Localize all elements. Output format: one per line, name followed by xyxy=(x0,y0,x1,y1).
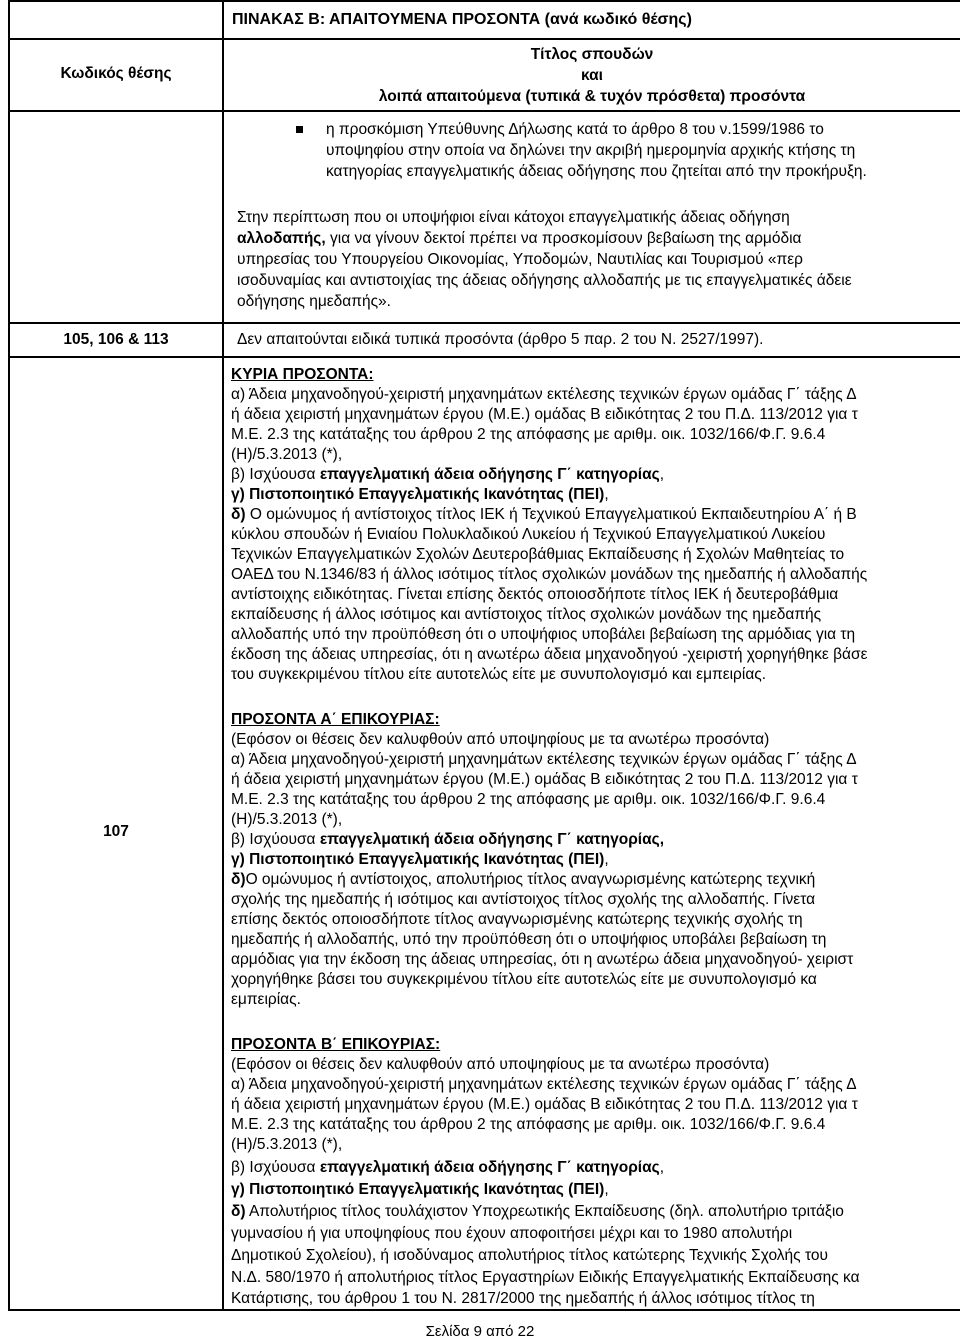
b-epik-g-prefix: γ) xyxy=(231,1181,250,1198)
bullet-line-2: υποψηφίου στην οποία να δηλώνει την ακριβή ημερομηνία αρχικής κτήσης τη xyxy=(326,142,856,159)
main-line-d7: έκδοση της άδειας υπηρεσίας, ότι η ανωτέρω άδεια μηχανοδηγού -χειριστή χορηγήθηκε βάσε xyxy=(231,646,868,663)
main-line-a4: (Η)/5.3.2013 (*), xyxy=(231,446,343,463)
para-line-1: Στην περίπτωση που οι υποψήφιοι είναι κάτοχοι επαγγελματικής άδειας οδήγηση xyxy=(237,209,790,226)
b-epik-line-d1: γυμνασίου ή για υποψηφίους που έχουν αποφοιτήσει μέχρι και το 1980 απολυτήρι xyxy=(231,1225,793,1242)
main-line-d1: κύκλου σπουδών ή Ενιαίου Πολυκλαδικού Λυκείου ή Τεχνικού Επαγγελματικού Λυκείου xyxy=(231,526,826,543)
a-epik-line-d4: αρμόδιας για την έκδοση της άδειας υπηρεσίας, ότι η ανωτέρω άδεια μηχανοδηγού- χειριστ xyxy=(231,951,854,968)
a-epik-g-prefix: γ) xyxy=(231,851,250,868)
a-epik-line-1: α) Άδεια μηχανοδηγού-χειριστή μηχανημάτων εκτέλεσης τεχνικών έργων ομάδας Γ΄ τάξης Δ xyxy=(231,751,857,768)
b-epik-b-suffix: , xyxy=(659,1159,665,1176)
para-line-3: υπηρεσίας του Υπουργείου Οικονομίας, Υποδομών, Ναυτιλίας και Τουρισμού «περ xyxy=(237,251,803,268)
a-epik-g-suffix: , xyxy=(604,851,609,868)
a-epik-line-b xyxy=(231,830,664,850)
main-line-a2: ή άδεια χειριστή μηχανημάτων έργου (Μ.Ε.) ομάδας Β ειδικότητας 2 του Π.Δ. 113/2012 για τ xyxy=(231,406,858,423)
b-epik-line-d xyxy=(231,1202,844,1222)
a-epik-heading: ΠΡΟΣΟΝΤΑ Α΄ ΕΠΙΚΟΥΡΙΑΣ: xyxy=(231,711,440,728)
main-heading: ΚΥΡΙΑ ΠΡΟΣΟΝΤΑ: xyxy=(231,366,374,383)
b-epik-line-2: ή άδεια χειριστή μηχανημάτων έργου (Μ.Ε.) ομάδας Β ειδικότητας 2 του Π.Δ. 113/2012 για τ xyxy=(231,1096,858,1113)
table-title: ΠΙΝΑΚΑΣ Β: ΑΠΑΙΤΟΥΜΕΝΑ ΠΡΟΣΟΝΤΑ (ανά κωδικό θέσης) xyxy=(232,11,692,28)
main-line-d6: αλλοδαπής υπό την προϋπόθεση ότι ο υποψήφιος υποβάλει βεβαίωση της αρμόδιας για τη xyxy=(231,626,856,643)
col-header-code: Κωδικός θέσης xyxy=(60,65,172,82)
a-epik-line-0: (Εφόσον οι θέσεις δεν καλυφθούν από υποψηφίους με τα ανωτέρω προσόντα) xyxy=(231,731,770,748)
a-epik-line-g xyxy=(231,850,609,870)
main-line-d5: εκπαίδευσης ή άλλος ισότιμος και αντίστοιχος τίτλος σχολικών μονάδων της ημεδαπής xyxy=(231,606,822,623)
b-epik-d-prefix: δ) xyxy=(231,1203,246,1220)
a-epik-d-rest: Ο ομώνυμος ή αντίστοιχος, απολυτήριος τίτλος αναγνωρισμένης κατώτερης τεχνική xyxy=(245,871,816,888)
main-d-rest: Ο ομώνυμος ή αντίστοιχος τίτλος ΙΕΚ ή Τεχνικού Επαγγελματικού Εκπαιδευτηρίου Α΄ ή Β xyxy=(245,506,857,523)
b-epik-heading: ΠΡΟΣΟΝΤΑ Β΄ ΕΠΙΚΟΥΡΙΑΣ: xyxy=(231,1036,441,1053)
main-line-d4: αντίστοιχης ειδικότητας. Γίνεται επίσης δεκτός οποιοσδήποτε τίτλος ΙΕΚ ή δευτεροβάθμια xyxy=(231,586,839,603)
b-epik-line-g xyxy=(231,1180,609,1200)
bullet-icon xyxy=(296,126,303,133)
main-d-prefix: δ) xyxy=(231,506,246,523)
b-epik-line-1: α) Άδεια μηχανοδηγού-χειριστή μηχανημάτων εκτέλεσης τεχνικών έργων ομάδας Γ΄ τάξης Δ xyxy=(231,1076,857,1093)
main-line-d8: του συγκεκριμένου τίτλου είτε αυτοτελώς είτε με συνυπολογισμό και εμπειρίας. xyxy=(231,666,767,683)
a-epik-line-d6: εμπειρίας. xyxy=(231,991,301,1008)
a-epik-line-d5: χορηγήθηκε βάσει του συγκεκριμένου τίτλου είτε αυτοτελώς είτε με συνυπολογισμό κα xyxy=(231,971,817,988)
b-epik-line-0: (Εφόσον οι θέσεις δεν καλυφθούν από υποψηφίους με τα ανωτέρω προσόντα) xyxy=(231,1056,770,1073)
a-epik-line-d2: επίσης δεκτός οποιοσδήποτε τίτλος αναγνωρισμένης κατώτερης τεχνικής σχολής τη xyxy=(231,911,803,928)
main-b-bold: επαγγελματική άδεια οδήγησης Γ΄ κατηγορίας xyxy=(319,466,660,483)
b-epik-b-prefix: β) Ισχύουσα xyxy=(231,1159,320,1176)
col-header-title-1: Τίτλος σπουδών xyxy=(530,46,654,63)
bullet-line-1: η προσκόμιση Υπεύθυνης Δήλωσης κατά το άρθρο 8 του ν.1599/1986 το xyxy=(326,121,824,138)
main-line-g xyxy=(231,485,609,505)
a-epik-line-3: Μ.Ε. 2.3 της κατάταξης του άρθρου 2 της απόφασης με αριθμ. οικ. 1032/166/Φ.Γ. 9.6.4 xyxy=(231,791,826,808)
para-line-4: ισοδυναμίας και αντιστοιχίας της άδειας οδήγησης αλλοδαπής με τις επαγγελματικές άδειε xyxy=(237,272,852,289)
main-line-d xyxy=(231,505,857,525)
main-b-suffix: , xyxy=(659,466,665,483)
page-number: Σελίδα 9 από 22 xyxy=(425,1323,535,1340)
row-code-105: 105, 106 & 113 xyxy=(63,331,169,348)
a-epik-d-prefix: δ) xyxy=(231,871,246,888)
para-line-2 xyxy=(237,229,802,249)
row-code-107: 107 xyxy=(103,823,129,840)
a-epik-line-d xyxy=(231,870,815,890)
b-epik-line-4: (Η)/5.3.2013 (*), xyxy=(231,1136,343,1153)
main-line-d3: ΟΑΕΔ του Ν.1346/83 ή άλλος ισότιμος τίτλος σχολικών μονάδων της ημεδαπής ή αλλοδαπής xyxy=(231,566,868,583)
col-header-title-2: και xyxy=(581,67,603,84)
main-line-d2: Τεχνικών Επαγγελματικών Σχολών Δευτεροβάθμιας Εκπαίδευσης ή Σχολών Μαθητείας το xyxy=(231,546,845,563)
b-epik-g-bold: Πιστοποιητικό Επαγγελματικής Ικανότητας (ΠΕΙ) xyxy=(249,1181,605,1198)
b-epik-line-d3: Ν.Δ. 580/1970 ή απολυτήριος τίτλος Εργαστηρίων Ειδικής Επαγγελματικής Εκπαίδευσης κα xyxy=(231,1269,860,1286)
b-epik-line-d4: Κατάρτισης, του άρθρου 1 του Ν. 2817/2000 της ημεδαπής ή άλλος ισότιμος τίτλος τη xyxy=(231,1290,815,1307)
a-epik-line-d3: ημεδαπής ή αλλοδαπής, υπό την προϋπόθεση ότι ο υποψήφιος υποβάλει βεβαίωση τη xyxy=(231,931,827,948)
a-epik-line-4: (Η)/5.3.2013 (*), xyxy=(231,811,343,828)
para-bold: αλλοδαπής, xyxy=(237,230,326,247)
b-epik-b-bold: επαγγελματική άδεια οδήγησης Γ΄ κατηγορίας xyxy=(319,1159,660,1176)
main-line-a3: Μ.Ε. 2.3 της κατάταξης του άρθρου 2 της απόφασης με αριθμ. οικ. 1032/166/Φ.Γ. 9.6.4 xyxy=(231,426,826,443)
a-epik-b-prefix: β) Ισχύουσα xyxy=(231,831,320,848)
b-epik-g-suffix: , xyxy=(604,1181,609,1198)
b-epik-line-d2: Δημοτικού Σχολείου), ή ισοδύναμος απολυτήριος τίτλος κατώτερης Τεχνικής Σχολής του xyxy=(231,1247,828,1264)
main-line-a1: α) Άδεια μηχανοδηγού-χειριστή μηχανημάτων εκτέλεσης τεχνικών έργων ομάδας Γ΄ τάξης Δ xyxy=(231,386,857,403)
b-epik-line-b xyxy=(231,1158,664,1178)
col-header-title-3: λοιπά απαιτούμενα (τυπικά & τυχόν πρόσθετα) προσόντα xyxy=(378,88,806,105)
main-g-prefix: γ) xyxy=(231,486,250,503)
bullet-line-3: κατηγορίας επαγγελματικής άδειας οδήγησης που ζητείται από την προκήρυξη. xyxy=(326,163,867,180)
main-g-suffix: , xyxy=(604,486,609,503)
a-epik-g-bold: Πιστοποιητικό Επαγγελματικής Ικανότητας (ΠΕΙ) xyxy=(249,851,605,868)
para-line-2-rest: για να γίνουν δεκτοί πρέπει να προσκομίσουν βεβαίωση της αρμόδια xyxy=(325,230,802,247)
para-line-5: οδήγησης ημεδαπής». xyxy=(237,293,391,310)
a-epik-line-d1: σχολής της ημεδαπής ή ισότιμος και αντίστοιχος τίτλος σχολής της αλλοδαπής. Γίνετα xyxy=(231,891,816,908)
main-g-bold: Πιστοποιητικό Επαγγελματικής Ικανότητας (ΠΕΙ) xyxy=(249,486,605,503)
a-epik-b-bold: επαγγελματική άδεια οδήγησης Γ΄ κατηγορίας, xyxy=(319,831,664,848)
main-b-prefix: β) Ισχύουσα xyxy=(231,466,320,483)
main-line-b xyxy=(231,465,664,485)
b-epik-d-rest: Απολυτήριος τίτλος τουλάχιστον Υποχρεωτικής Εκπαίδευσης (δηλ. απολυτήριο τριτάξιο xyxy=(245,1203,844,1220)
a-epik-line-2: ή άδεια χειριστή μηχανημάτων έργου (Μ.Ε.) ομάδας Β ειδικότητας 2 του Π.Δ. 113/2012 για τ xyxy=(231,771,858,788)
b-epik-line-3: Μ.Ε. 2.3 της κατάταξης του άρθρου 2 της απόφασης με αριθμ. οικ. 1032/166/Φ.Γ. 9.6.4 xyxy=(231,1116,826,1133)
row-text-105: Δεν απαιτούνται ειδικά τυπικά προσόντα (άρθρο 5 παρ. 2 του Ν. 2527/1997). xyxy=(237,331,764,348)
